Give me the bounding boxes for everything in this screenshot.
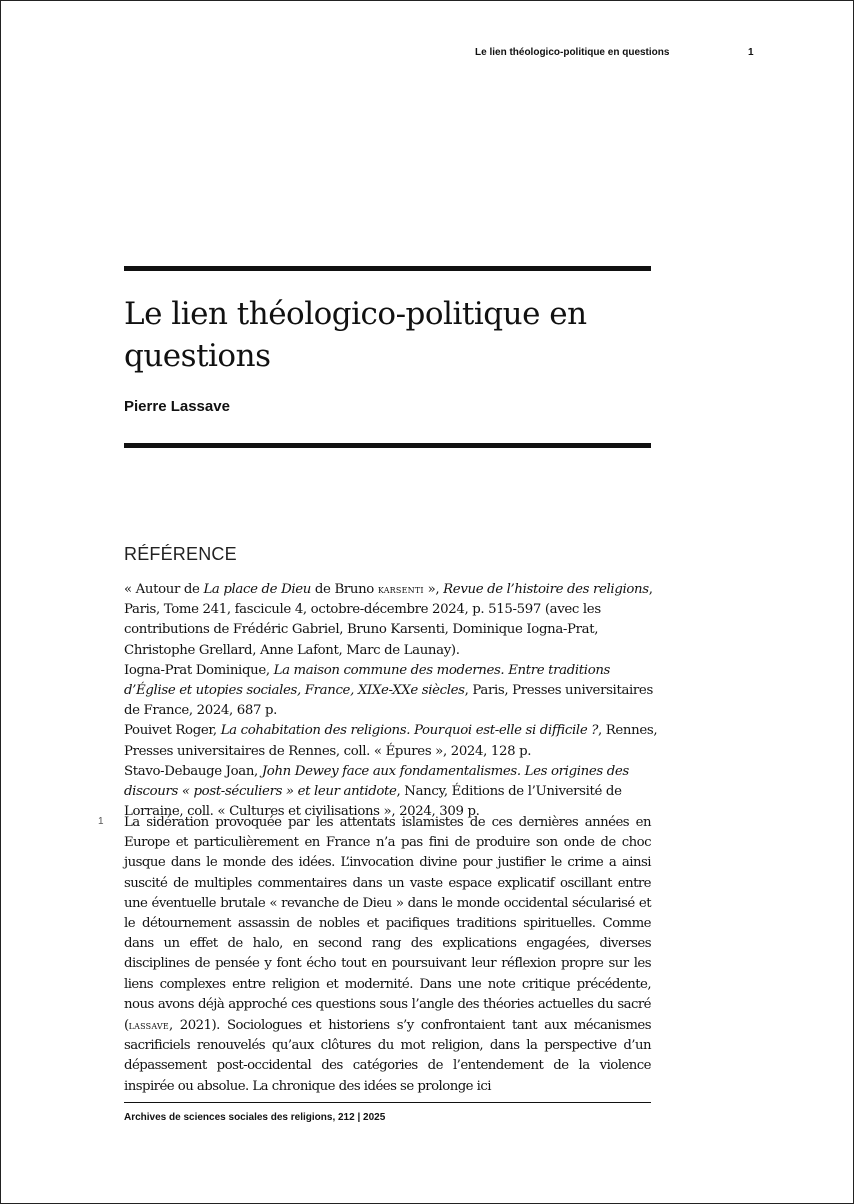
reference-item: Stavo-Debauge Joan, John Dewey face aux fondamentalismes. Les origines des discours « post-séculiers » et leur antidote, Nancy, Éditions de l’Université de Lorraine, coll. « Cultures et civilisations », 2024, 309 p. (124, 763, 629, 820)
reference-item: Iogna-Prat Dominique, La maison commune des modernes. Entre traditions d’Église et utopies sociales, France, XIXe-XXe siècles, Paris, Presses universitaires de France, 2024, 687 p. (124, 662, 653, 719)
reference-item: Pouivet Roger, La cohabitation des religions. Pourquoi est-elle si difficile ?, Rennes, Presses universitaires de Rennes, coll. « Épures », 2024, 128 p. (124, 723, 658, 759)
article-title: Le lien théologico-politique en questions (124, 296, 587, 374)
citation-author: lassave (128, 1018, 169, 1033)
title-bottom-rule (124, 443, 651, 448)
paragraph-number: 1 (98, 816, 104, 827)
article-author: Pierre Lassave (124, 398, 230, 415)
reference-list (124, 579, 664, 822)
title-top-rule (124, 266, 651, 271)
reference-item: « Autour de La place de Dieu de Bruno karsenti », Revue de l’histoire des religions, Paris, Tome 241, fascicule 4, octobre-décembre 2024, p. 515-597 (avec les contributions de Frédéric Gabriel, Bruno Karsenti, Dominique Iogna-Prat, Christophe Grellard, Anne Lafont, Marc de Launay). (124, 582, 653, 658)
footer-rule (124, 1102, 651, 1103)
page-number: 1 (748, 47, 754, 58)
running-header-title: Le lien théologico-politique en questions (475, 47, 670, 58)
body-paragraph: La sidération provoquée par les attentats islamistes de ces dernières années en Europe et particulièrement en France n’a pas fini de produire son onde de choc jusque dans le monde des idées. L’invocation divine pour justifier le crime a ainsi suscité de multiples commentaires dans un vaste espace explicatif oscillant entre une éventuelle brutale « revanche de Dieu » dans le monde occidental sécularisé et le détournement assassin de nobles et pacifiques traditions spirituelles. Comme dans un effet de halo, en second rang des explications engagées, diverses disciplines de pensée y font écho tout en poursuivant leur réflexion propre sur les liens complexes entre religion et modernité. Dans une note critique précédente, nous avons déjà approché ces questions sous l’angle des théories actuelles du sacré (lassave, 2021). Sociologues et historiens s’y confrontaient tant aux mécanismes sacrificiels renouvelés qu’aux clôtures du mot religion, dans la perspective d’un dépassement post-occidental des catégories de l’entendement de la violence inspirée ou absolue. La chronique des idées se prolonge ici (124, 815, 651, 1094)
footer-journal: Archives de sciences sociales des religions, 212 | 2025 (124, 1112, 386, 1123)
reference-heading: RÉFÉRENCE (124, 544, 237, 564)
